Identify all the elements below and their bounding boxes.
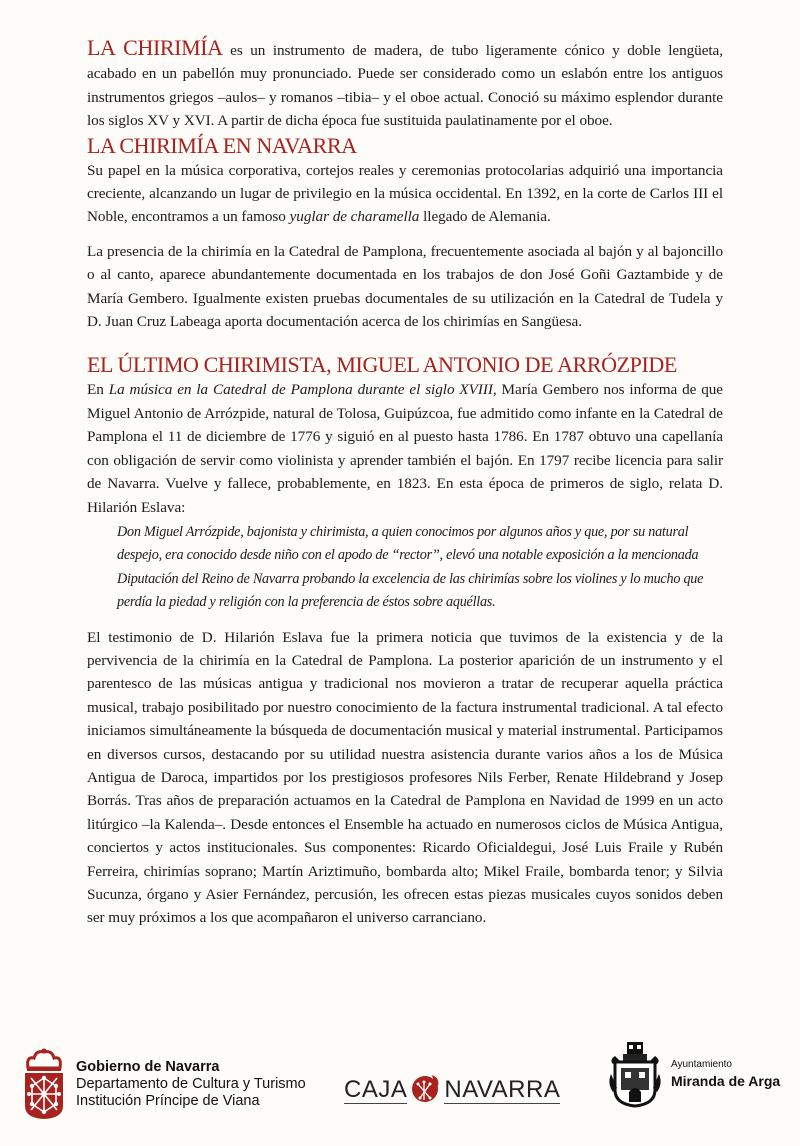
gobierno-de-navarra-logo xyxy=(22,1048,306,1120)
caja-navarra-logo xyxy=(344,1072,560,1104)
caja-navarra-emblem-icon xyxy=(410,1072,442,1104)
navarra-text: NAVARRA xyxy=(444,1076,561,1103)
sponsor-logos xyxy=(0,1040,800,1130)
institution-name: Institución Príncipe de Viana xyxy=(76,1092,260,1109)
gobierno-name: Gobierno de Navarra xyxy=(76,1058,220,1075)
book-title: La música en la Catedral de Pamplona durante el siglo XVIII xyxy=(108,381,493,399)
paragraph-text: En xyxy=(87,381,109,399)
paragraph-text: llegado de Alemania. xyxy=(419,208,551,226)
section-chirimia-paragraph xyxy=(87,36,723,133)
italic-phrase: yuglar de charamella xyxy=(289,208,420,226)
navarra-coat-of-arms-icon xyxy=(22,1048,66,1120)
section-ultimo-paragraph-1 xyxy=(87,378,723,518)
section-heading-navarra: LA CHIRIMÍA EN NAVARRA xyxy=(87,132,357,158)
miranda-de-arga-text xyxy=(671,1058,780,1090)
municipality-name: Miranda de Arga xyxy=(671,1073,781,1089)
caja-text: CAJA xyxy=(344,1076,408,1103)
document-body xyxy=(87,36,723,930)
miranda-de-arga-logo xyxy=(607,1040,780,1108)
eslava-quote: Don Miguel Arrózpide, bajonista y chirimista, a quien conocimos por algunos años y que, por su natural despejo, era conocido desde niño con el apodo de “rector”, elevó una notable exposición a la mencionada Diputación del Reino de Navarra probando la excelencia de las chirimías sobre los violines y lo mucho que perdía la piedad y religión con la preferencia de éstos sobre aquéllas. xyxy=(117,523,704,611)
paragraph-text: Su papel en la música corporativa, cortejos reales y ceremonias protocolarias adquirió una importancia creciente, alcanzando un lugar de privilegio en la música occidental. En 1392, en la corte de Carlos III el Noble, encontramos a un famoso xyxy=(87,161,723,226)
gobierno-de-navarra-text xyxy=(76,1059,306,1110)
miranda-de-arga-coat-of-arms-icon xyxy=(607,1040,663,1108)
section-heading-chirimia: LA CHIRIMÍA xyxy=(87,35,223,60)
paragraph-text: es un instrumento de madera, de tubo ligeramente cónico y doble lengüeta, acabado en un pabellón muy pronunciado. Puede ser considerado como un eslabón entre los antiguos instrumentos griegos –aulos– y romanos –tibia– y el oboe actual. Conoció su máximo esplendor durante los siglos XV y XVI. A partir de dicha época fue sustituida paulatinamente por el oboe. xyxy=(87,42,723,130)
department-name: Departamento de Cultura y Turismo xyxy=(76,1075,306,1092)
section-ultimo-paragraph-2: El testimonio de D. Hilarión Eslava fue la primera noticia que tuvimos de la existencia y de la pervivencia de la chirimía en la Catedral de Pamplona. La posterior aparición de un instrumento y el parentesco de las músicas antigua y tradicional nos movieron a tratar de recuperar aquella práctica musical, trabajo posibilitado por nuestro conocimiento de la factura instrumental tradicional. A tal efecto iniciamos simultáneamente la búsqueda de documentación musical y material instrumental. Participamos en diversos cursos, destacando por su utilidad nuestra asistencia durante varios años a los de Música Antigua de Daroca, impartidos por los prestigiosos profesores Nils Ferber, Renate Hildebrand y Josep Borrás. Tras años de preparación actuamos en la Catedral de Pamplona en Navidad de 1999 en un acto litúrgico –la Kalenda–. Desde entonces el Ensemble ha actuado en numerosos ciclos de Música Antigua, conciertos y actos institucionales. Sus componentes: Ricardo Oficialdegui, José Luis Fraile y Rubén Ferreira, chirimías soprano; Martín Ariztimuño, bombarda alto; Mikel Fraile, bombarda tenor; y Silvia Sucunza, órgano y Asier Fernández, percusión, les ofrecen estas piezas musicales cuyos sonidos deben ser muy próximos a los que acompañaron el universo carranciano. xyxy=(87,628,723,927)
section-navarra-paragraph-2: La presencia de la chirimía en la Catedral de Pamplona, frecuentemente asociada al bajón y al bajoncillo o al canto, aparece abundantemente documentada en los trabajos de don José Goñi Gaztambide y de María Gembero. Igualmente existen pruebas documentales de su utilización en la Catedral de Tudela y D. Juan Cruz Labeaga aporta documentación acerca de los chirimías en Sangüesa. xyxy=(87,242,723,331)
section-heading-ultimo-chirimista: EL ÚLTIMO CHIRIMISTA, MIGUEL ANTONIO DE ARRÓZPIDE xyxy=(87,352,677,378)
section-navarra-paragraph-1 xyxy=(87,159,723,229)
ayuntamiento-label: Ayuntamiento xyxy=(671,1059,732,1070)
paragraph-text: , María Gembero nos informa de que Miguel Antonio de Arrózpide, natural de Tolosa, Guipúzcoa, fue admitido como infante en la Catedral de Pamplona el 11 de diciembre de 1776 y siguió en al puesto hasta 1786. En 1787 obtuvo una capellanía con obligación de servir como violinista y aprender también el bajón. En 1797 recibe licencia para salir de Navarra. Vuelve y fallece, probablemente, en 1823. En esta época de primeros de siglo, relata D. Hilarión Eslava: xyxy=(87,381,723,516)
